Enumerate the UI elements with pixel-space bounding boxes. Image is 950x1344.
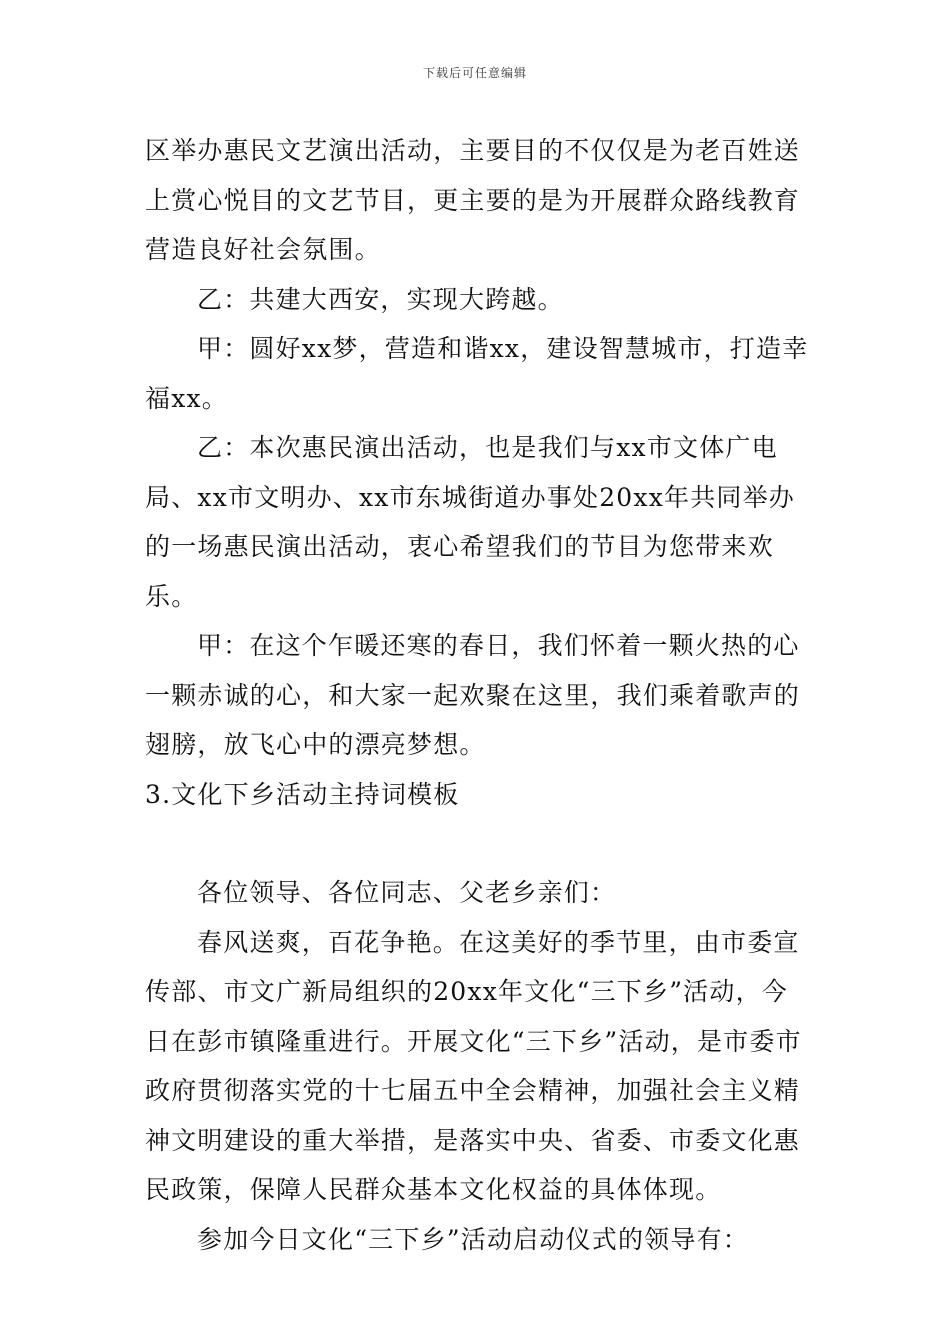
section-heading: 3.文化下乡活动主持词模板	[145, 779, 460, 809]
paragraph-jia-2: 甲：在这个乍暖还寒的春日，我们怀着一颗火热的心一颗赤诚的心，和大家一起欢聚在这里，我们乘着歌声的翅膀，放飞心中的漂亮梦想。	[145, 631, 801, 759]
paragraph-yi-2: 乙：本次惠民演出活动，也是我们与xx市文体广电局、xx市文明办、xx市东城街道办事处20xx年共同举办的一场惠民演出活动，衷心希望我们的节目为您带来欢乐。	[145, 433, 796, 611]
paragraph-jia-1: 甲：圆好xx梦，营造和谐xx，建设智慧城市，打造幸福xx。	[145, 334, 809, 413]
salutation: 各位领导、各位同志、父老乡亲们：	[197, 878, 617, 907]
paragraph-leaders: 参加今日文化“三下乡”活动启动仪式的领导有：	[197, 1224, 749, 1254]
page-header: 下载后可任意编辑	[422, 66, 527, 80]
paragraph-opening: 春风送爽，百花争艳。在这美好的季节里，由市委宣传部、市文广新局组织的20xx年文化“三下乡”活动，今日在彭市镇隆重进行。开展文化“三下乡”活动，是市委市政府贯彻落实党的十七届五中全会精神，加强社会主义精神文明建设的重大举措，是落实中央、省委、市委文化惠民政策，保障人民群众基本文化权益的具体体现。	[145, 927, 802, 1204]
paragraph-continuation: 区举办惠民文艺演出活动，主要目的不仅仅是为老百姓送上赏心悦目的文艺节目，更主要的是为开展群众路线教育营造良好社会氛围。	[145, 136, 801, 264]
document-body	[145, 126, 810, 1264]
paragraph-yi-1: 乙：共建大西安，实现大跨越。	[197, 284, 564, 314]
blank-line	[145, 819, 810, 868]
